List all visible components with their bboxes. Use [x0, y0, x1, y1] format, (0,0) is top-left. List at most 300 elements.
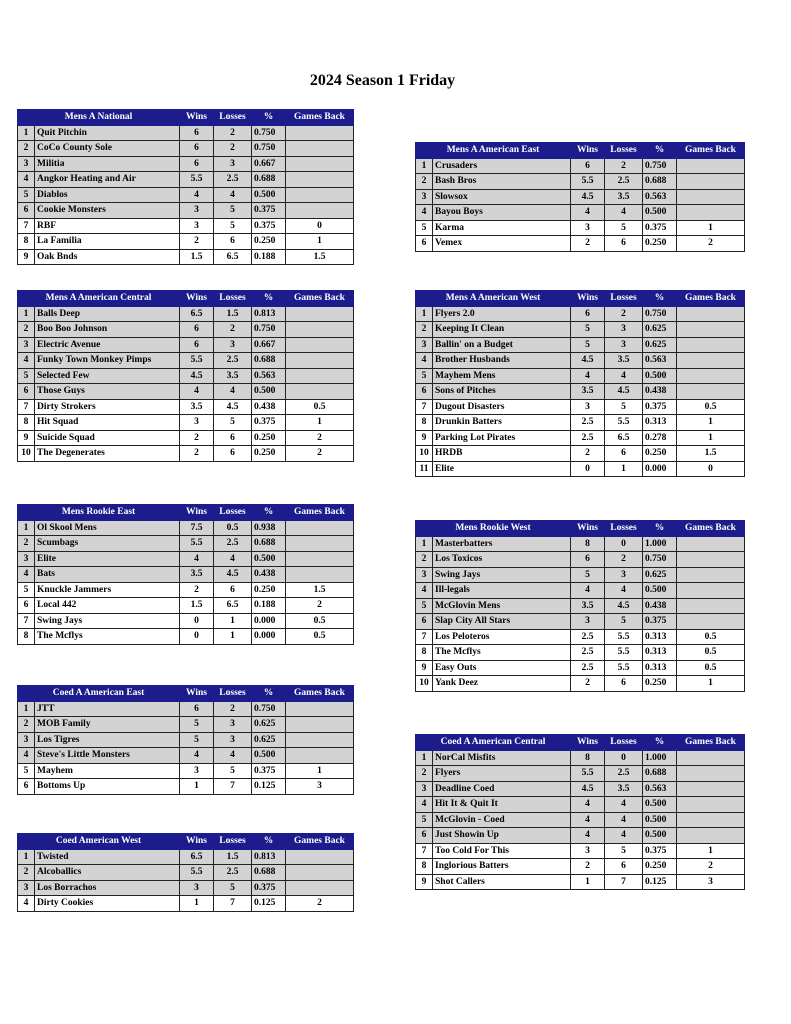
team-name: Selected Few	[35, 368, 180, 384]
division-name: Coed A American Central	[416, 735, 571, 751]
games-back-cell: 0.5	[286, 629, 354, 645]
table-row	[18, 717, 354, 733]
rank-cell: 4	[18, 748, 35, 764]
losses-cell: 1	[214, 629, 252, 645]
wins-header: Wins	[571, 735, 605, 751]
losses-cell: 6	[214, 446, 252, 462]
rank-cell: 2	[416, 174, 433, 190]
table-row	[416, 384, 745, 400]
rank-cell: 7	[416, 399, 433, 415]
standings-table	[17, 833, 354, 912]
losses-cell: 6	[605, 446, 643, 462]
rank-cell: 8	[416, 859, 433, 875]
losses-cell: 6	[214, 234, 252, 250]
games-back-cell	[677, 205, 745, 221]
pct-cell: 0.938	[252, 520, 286, 536]
table-row	[416, 629, 745, 645]
pct-cell: 0.750	[252, 141, 286, 157]
table-row	[416, 461, 745, 477]
wins-cell: 2	[571, 859, 605, 875]
wins-cell: 1	[180, 896, 214, 912]
pct-cell: 0.375	[252, 415, 286, 431]
wins-cell: 3	[571, 220, 605, 236]
rank-cell: 1	[18, 306, 35, 322]
pct-cell: 0.250	[252, 430, 286, 446]
table-row	[18, 322, 354, 338]
team-name: Dugout Disasters	[433, 399, 571, 415]
games-back-cell: 1	[677, 220, 745, 236]
wins-cell: 3.5	[180, 567, 214, 583]
rank-cell: 7	[416, 843, 433, 859]
team-name: Easy Outs	[433, 660, 571, 676]
rank-cell: 3	[18, 156, 35, 172]
rank-cell: 8	[18, 415, 35, 431]
pct-cell: 1.000	[643, 750, 677, 766]
games-back-header: Games Back	[286, 834, 354, 850]
table-row	[18, 880, 354, 896]
pct-cell: 0.500	[252, 551, 286, 567]
wins-cell: 3	[180, 203, 214, 219]
pct-cell: 0.750	[643, 158, 677, 174]
pct-header: %	[252, 110, 286, 126]
team-name: Bats	[35, 567, 180, 583]
team-name: Knuckle Jammers	[35, 582, 180, 598]
wins-cell: 0	[180, 613, 214, 629]
team-name: Vemex	[433, 236, 571, 252]
team-name: NorCal Misfits	[433, 750, 571, 766]
standings-table	[415, 290, 745, 477]
wins-cell: 2	[180, 430, 214, 446]
losses-cell: 3	[605, 567, 643, 583]
losses-cell: 2	[605, 306, 643, 322]
losses-cell: 6	[605, 676, 643, 692]
losses-cell: 6	[605, 859, 643, 875]
losses-cell: 2.5	[214, 536, 252, 552]
table-row	[18, 399, 354, 415]
losses-header: Losses	[214, 291, 252, 307]
rank-cell: 6	[416, 384, 433, 400]
team-name: Ol Skool Mens	[35, 520, 180, 536]
rank-cell: 6	[416, 614, 433, 630]
pct-cell: 0.313	[643, 629, 677, 645]
losses-header: Losses	[214, 110, 252, 126]
games-back-header: Games Back	[286, 291, 354, 307]
table-row	[18, 172, 354, 188]
games-back-cell	[286, 567, 354, 583]
pct-cell: 0.500	[643, 828, 677, 844]
pct-header: %	[643, 521, 677, 537]
games-back-header: Games Back	[286, 110, 354, 126]
rank-cell: 2	[18, 536, 35, 552]
wins-cell: 6	[571, 552, 605, 568]
games-back-cell: 0.5	[286, 613, 354, 629]
rank-cell: 10	[416, 446, 433, 462]
wins-cell: 4	[180, 187, 214, 203]
pct-cell: 0.625	[643, 337, 677, 353]
losses-header: Losses	[605, 291, 643, 307]
table-row	[416, 306, 745, 322]
team-name: Dirty Strokers	[35, 399, 180, 415]
rank-cell: 3	[18, 880, 35, 896]
losses-cell: 5	[605, 614, 643, 630]
rank-cell: 9	[18, 430, 35, 446]
table-row	[416, 552, 745, 568]
pct-cell: 0.750	[252, 125, 286, 141]
pct-cell: 0.250	[252, 234, 286, 250]
games-back-cell: 0.5	[677, 660, 745, 676]
games-back-cell: 0	[286, 218, 354, 234]
games-back-cell	[677, 567, 745, 583]
pct-cell: 0.125	[643, 874, 677, 890]
standings-table	[415, 142, 745, 252]
team-name: Slap City All Stars	[433, 614, 571, 630]
table-row	[18, 849, 354, 865]
wins-header: Wins	[180, 110, 214, 126]
table-row	[416, 415, 745, 431]
page-title: 2024 Season 1 Friday	[309, 72, 456, 89]
rank-cell: 8	[416, 645, 433, 661]
pct-cell: 0.667	[252, 337, 286, 353]
wins-cell: 5	[180, 732, 214, 748]
losses-cell: 0.5	[214, 520, 252, 536]
pct-cell: 0.625	[252, 732, 286, 748]
wins-cell: 3	[571, 399, 605, 415]
table-row	[18, 125, 354, 141]
games-back-cell	[677, 158, 745, 174]
games-back-cell: 3	[677, 874, 745, 890]
team-name: The Mcflys	[433, 645, 571, 661]
table-row	[18, 141, 354, 157]
wins-cell: 6.5	[180, 306, 214, 322]
losses-cell: 3	[214, 732, 252, 748]
rank-cell: 7	[416, 629, 433, 645]
games-back-cell	[286, 322, 354, 338]
table-row	[416, 812, 745, 828]
team-name: Too Cold For This	[433, 843, 571, 859]
wins-cell: 5	[571, 322, 605, 338]
rank-cell: 9	[416, 660, 433, 676]
wins-cell: 2	[180, 446, 214, 462]
wins-cell: 0	[180, 629, 214, 645]
pct-cell: 0.500	[252, 187, 286, 203]
losses-cell: 4	[605, 368, 643, 384]
table-row	[18, 536, 354, 552]
games-back-header: Games Back	[677, 143, 745, 159]
pct-cell: 0.563	[252, 368, 286, 384]
team-name: Drunkin Batters	[433, 415, 571, 431]
table-row	[18, 732, 354, 748]
games-back-cell	[286, 337, 354, 353]
table-row	[416, 567, 745, 583]
games-back-cell: 1	[286, 234, 354, 250]
pct-cell: 0.313	[643, 660, 677, 676]
losses-cell: 2	[214, 322, 252, 338]
team-name: Flyers 2.0	[433, 306, 571, 322]
rank-cell: 1	[416, 306, 433, 322]
rank-cell: 8	[416, 415, 433, 431]
pct-cell: 0.500	[643, 797, 677, 813]
losses-cell: 1.5	[214, 849, 252, 865]
games-back-cell: 0.5	[677, 645, 745, 661]
team-name: Keeping It Clean	[433, 322, 571, 338]
pct-cell: 0.000	[252, 613, 286, 629]
wins-cell: 4.5	[571, 353, 605, 369]
losses-cell: 4	[214, 384, 252, 400]
table-row	[416, 859, 745, 875]
team-name: Los Tigres	[35, 732, 180, 748]
team-name: McGlovin Mens	[433, 598, 571, 614]
pct-cell: 0.563	[643, 781, 677, 797]
games-back-cell: 1	[677, 676, 745, 692]
rank-cell: 6	[18, 203, 35, 219]
team-name: Hit Squad	[35, 415, 180, 431]
games-back-cell	[286, 203, 354, 219]
rank-cell: 1	[18, 849, 35, 865]
wins-cell: 3	[180, 880, 214, 896]
team-name: RBF	[35, 218, 180, 234]
team-name: Swing Jays	[35, 613, 180, 629]
pct-cell: 0.688	[252, 536, 286, 552]
team-name: Militia	[35, 156, 180, 172]
rank-cell: 11	[416, 461, 433, 477]
team-name: Deadline Coed	[433, 781, 571, 797]
pct-cell: 0.375	[252, 203, 286, 219]
rank-cell: 8	[18, 234, 35, 250]
wins-cell: 6	[180, 701, 214, 717]
wins-cell: 5	[180, 717, 214, 733]
pct-cell: 0.313	[643, 645, 677, 661]
pct-cell: 0.750	[252, 701, 286, 717]
losses-cell: 4.5	[605, 598, 643, 614]
pct-cell: 0.438	[252, 399, 286, 415]
games-back-cell	[677, 781, 745, 797]
losses-cell: 2	[214, 125, 252, 141]
rank-cell: 2	[18, 865, 35, 881]
table-row	[416, 353, 745, 369]
rank-cell: 4	[18, 567, 35, 583]
wins-cell: 5	[571, 567, 605, 583]
losses-header: Losses	[605, 521, 643, 537]
pct-header: %	[252, 834, 286, 850]
rank-cell: 2	[18, 141, 35, 157]
losses-cell: 4	[605, 812, 643, 828]
losses-cell: 7	[214, 779, 252, 795]
wins-cell: 2.5	[571, 415, 605, 431]
pct-header: %	[252, 505, 286, 521]
table-row	[416, 536, 745, 552]
team-name: Quit Pitchin	[35, 125, 180, 141]
table-row	[18, 234, 354, 250]
team-name: Bayou Boys	[433, 205, 571, 221]
rank-cell: 5	[416, 812, 433, 828]
rank-cell: 9	[416, 430, 433, 446]
wins-cell: 5.5	[180, 353, 214, 369]
rank-cell: 2	[416, 766, 433, 782]
team-name: MOB Family	[35, 717, 180, 733]
table-row	[416, 645, 745, 661]
table-row	[18, 896, 354, 912]
losses-cell: 4	[605, 828, 643, 844]
team-name: McGlovin - Coed	[433, 812, 571, 828]
rank-cell: 3	[18, 337, 35, 353]
games-back-cell: 1.5	[677, 446, 745, 462]
table-row	[18, 598, 354, 614]
games-back-cell	[677, 306, 745, 322]
games-back-cell	[286, 156, 354, 172]
games-back-cell	[286, 520, 354, 536]
rank-cell: 4	[18, 353, 35, 369]
games-back-cell: 2	[286, 598, 354, 614]
wins-cell: 6	[180, 337, 214, 353]
losses-cell: 2.5	[214, 172, 252, 188]
team-name: Slowsox	[433, 189, 571, 205]
wins-cell: 1.5	[180, 598, 214, 614]
losses-cell: 4	[214, 187, 252, 203]
table-row	[18, 748, 354, 764]
table-row	[18, 701, 354, 717]
games-back-cell	[677, 614, 745, 630]
team-name: JTT	[35, 701, 180, 717]
table-row	[18, 368, 354, 384]
games-back-cell: 2	[677, 859, 745, 875]
losses-cell: 4	[214, 551, 252, 567]
pct-cell: 0.188	[252, 249, 286, 265]
losses-cell: 1	[214, 613, 252, 629]
pct-header: %	[643, 291, 677, 307]
wins-cell: 4	[571, 797, 605, 813]
games-back-cell: 1.5	[286, 249, 354, 265]
games-back-cell	[286, 551, 354, 567]
team-name: HRDB	[433, 446, 571, 462]
pct-cell: 0.250	[252, 582, 286, 598]
team-name: Los Borrachos	[35, 880, 180, 896]
losses-cell: 4	[605, 205, 643, 221]
losses-cell: 3	[605, 322, 643, 338]
pct-cell: 0.500	[643, 583, 677, 599]
rank-cell: 7	[18, 399, 35, 415]
wins-cell: 4	[180, 551, 214, 567]
games-back-cell	[677, 766, 745, 782]
wins-cell: 3	[180, 218, 214, 234]
wins-cell: 3	[571, 614, 605, 630]
games-back-header: Games Back	[677, 291, 745, 307]
rank-cell: 5	[18, 368, 35, 384]
wins-cell: 3	[571, 843, 605, 859]
rank-cell: 1	[416, 536, 433, 552]
losses-cell: 2	[214, 701, 252, 717]
team-name: The Mcflys	[35, 629, 180, 645]
pct-cell: 0.500	[643, 205, 677, 221]
pct-cell: 0.688	[252, 865, 286, 881]
losses-cell: 2.5	[605, 766, 643, 782]
rank-cell: 2	[18, 322, 35, 338]
games-back-cell	[677, 368, 745, 384]
table-row	[18, 446, 354, 462]
rank-cell: 6	[416, 236, 433, 252]
wins-cell: 5.5	[180, 172, 214, 188]
losses-cell: 1	[605, 461, 643, 477]
losses-cell: 4	[605, 797, 643, 813]
games-back-cell	[677, 189, 745, 205]
rank-cell: 5	[416, 368, 433, 384]
table-row	[416, 368, 745, 384]
table-row	[18, 520, 354, 536]
wins-cell: 1	[571, 874, 605, 890]
team-name: Los Toxicos	[433, 552, 571, 568]
wins-cell: 5.5	[180, 865, 214, 881]
rank-cell: 6	[18, 598, 35, 614]
games-back-cell	[286, 353, 354, 369]
games-back-cell	[286, 306, 354, 322]
wins-header: Wins	[571, 143, 605, 159]
losses-cell: 3	[214, 156, 252, 172]
rank-cell: 6	[18, 779, 35, 795]
table-row	[18, 567, 354, 583]
standings-table	[415, 734, 745, 890]
losses-cell: 3.5	[214, 368, 252, 384]
pct-cell: 0.125	[252, 896, 286, 912]
standings-table	[17, 290, 354, 462]
division-name: Mens A American Central	[18, 291, 180, 307]
team-name: Swing Jays	[433, 567, 571, 583]
pct-cell: 0.500	[643, 812, 677, 828]
games-back-cell: 2	[286, 430, 354, 446]
pct-cell: 0.250	[643, 676, 677, 692]
games-back-cell	[286, 368, 354, 384]
team-name: Elite	[35, 551, 180, 567]
pct-cell: 0.625	[643, 567, 677, 583]
wins-cell: 2.5	[571, 629, 605, 645]
wins-cell: 6	[180, 322, 214, 338]
pct-cell: 0.750	[252, 322, 286, 338]
losses-cell: 1.5	[214, 306, 252, 322]
games-back-cell: 1	[677, 430, 745, 446]
table-row	[416, 189, 745, 205]
pct-header: %	[643, 143, 677, 159]
standings-table	[17, 109, 354, 265]
wins-cell: 2	[571, 446, 605, 462]
rank-cell: 6	[416, 828, 433, 844]
pct-cell: 0.500	[252, 748, 286, 764]
wins-cell: 3.5	[180, 399, 214, 415]
pct-cell: 0.563	[643, 353, 677, 369]
team-name: Boo Boo Johnson	[35, 322, 180, 338]
table-row	[416, 660, 745, 676]
losses-cell: 5.5	[605, 415, 643, 431]
team-name: Electric Avenue	[35, 337, 180, 353]
table-row	[416, 766, 745, 782]
pct-cell: 0.438	[643, 384, 677, 400]
pct-cell: 0.667	[252, 156, 286, 172]
team-name: Cookie Monsters	[35, 203, 180, 219]
losses-cell: 4.5	[605, 384, 643, 400]
table-row	[416, 446, 745, 462]
wins-cell: 2	[180, 582, 214, 598]
wins-cell: 6	[571, 306, 605, 322]
team-name: Diablos	[35, 187, 180, 203]
games-back-cell	[677, 598, 745, 614]
games-back-cell	[677, 536, 745, 552]
table-row	[18, 337, 354, 353]
games-back-cell: 0.5	[677, 399, 745, 415]
pct-cell: 0.250	[643, 236, 677, 252]
team-name: Twisted	[35, 849, 180, 865]
losses-cell: 5.5	[605, 645, 643, 661]
table-row	[416, 430, 745, 446]
losses-cell: 5	[214, 415, 252, 431]
games-back-cell: 3	[286, 779, 354, 795]
losses-cell: 2	[605, 158, 643, 174]
